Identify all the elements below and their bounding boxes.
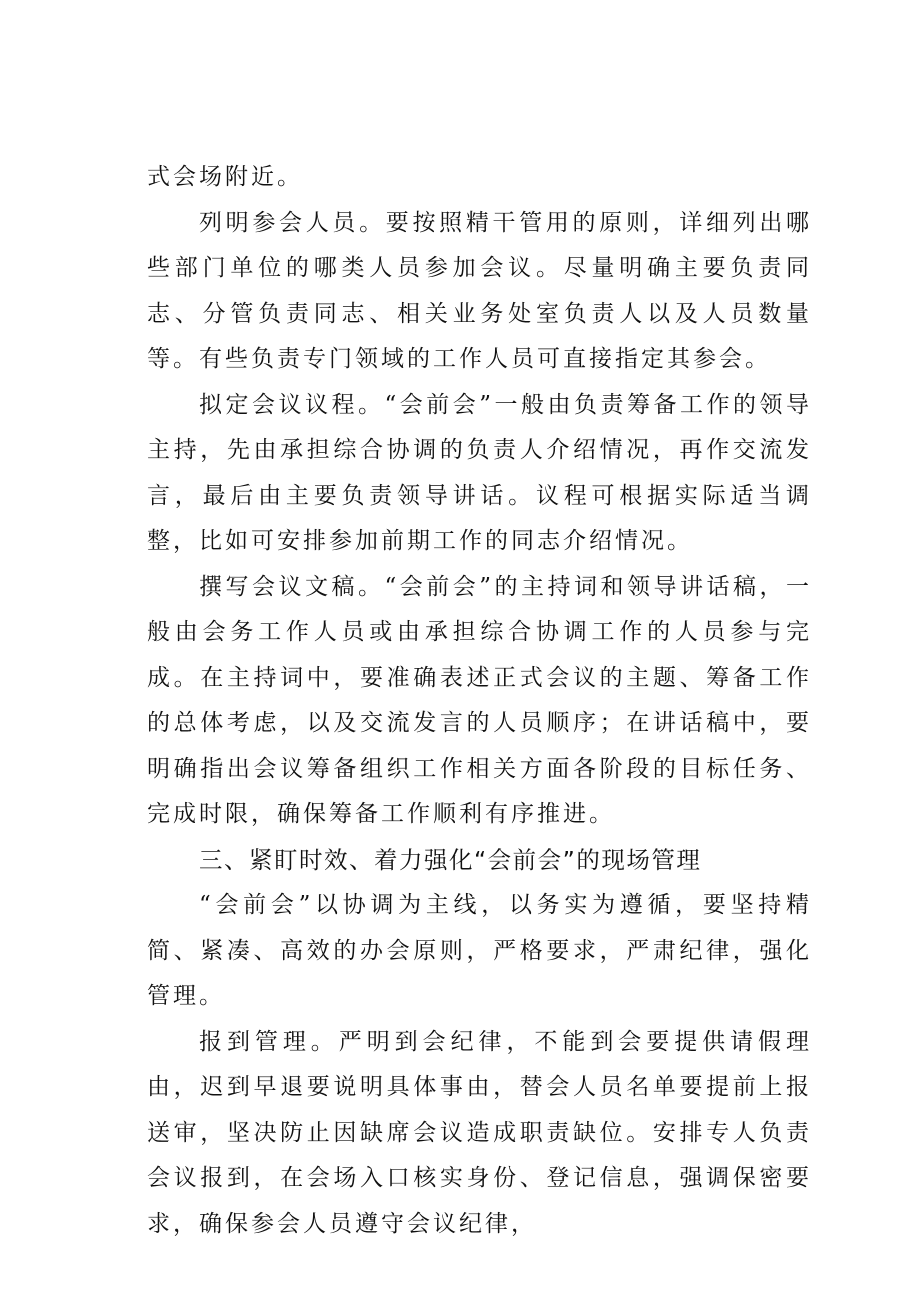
paragraph-draft-agenda (147, 383, 812, 565)
paragraph-text: “会前会”以协调为主线，以务实为遵循，要坚持精简、紧凑、高效的办会原则，严格要求，严肃纪律，强化管理。 (147, 892, 812, 1009)
paragraph-text: “会前会”一般由负责筹备工作的领导主持，先由承担综合协调的负责人介绍情况，再作交流发言，最后由主要负责领导讲话。议程可根据实际适当调整，比如可安排参加前期工作的同志介绍情况。 (147, 391, 812, 554)
paragraph-lead: 报到管理。 (199, 1028, 339, 1055)
paragraph-text: 要按照精干管用的原则，详细列出哪些部门单位的哪类人员参加会议。尽量明确主要负责同志、分管负责同志、相关业务处室负责人以及人员数量等。有些负责专门领域的工作人员可直接指定其参会。 (147, 209, 813, 372)
paragraph-text: 严明到会纪律，不能到会要提供请假理由，迟到早退要说明具体事由，替会人员名单要提前上报送审，坚决防止因缺席会议造成职责缺位。安排专人负责会议报到，在会场入口核实身份、登记信息，强调保密要求，确保参会人员遵守会议纪律， (147, 1028, 813, 1237)
paragraph-write-documents (147, 565, 812, 838)
paragraph-continuation (147, 155, 812, 201)
section-heading (147, 838, 812, 884)
document-body (147, 155, 812, 1247)
paragraph-section-intro (147, 883, 812, 1020)
paragraph-registration (147, 1020, 812, 1248)
paragraph-text: “会前会”的主持词和领导讲话稿，一般由会务工作人员或由承担综合协调工作的人员参与完成。在主持词中，要准确表述正式会议的主题、筹备工作的总体考虑，以及交流发言的人员顺序；在讲话稿中，要明确指出会议筹备组织工作相关方面各阶段的目标任务、完成时限，确保筹备工作顺利有序推进。 (147, 573, 812, 827)
section-heading-text: 三、紧盯时效、着力强化“会前会”的现场管理 (199, 845, 702, 874)
paragraph-list-attendees (147, 201, 812, 383)
paragraph-lead: 拟定会议议程。 (199, 391, 385, 418)
paragraph-lead: 撰写会议文稿。 (199, 573, 385, 600)
paragraph-text: 式会场附近。 (147, 164, 303, 190)
paragraph-lead: 列明参会人员。 (199, 209, 386, 236)
